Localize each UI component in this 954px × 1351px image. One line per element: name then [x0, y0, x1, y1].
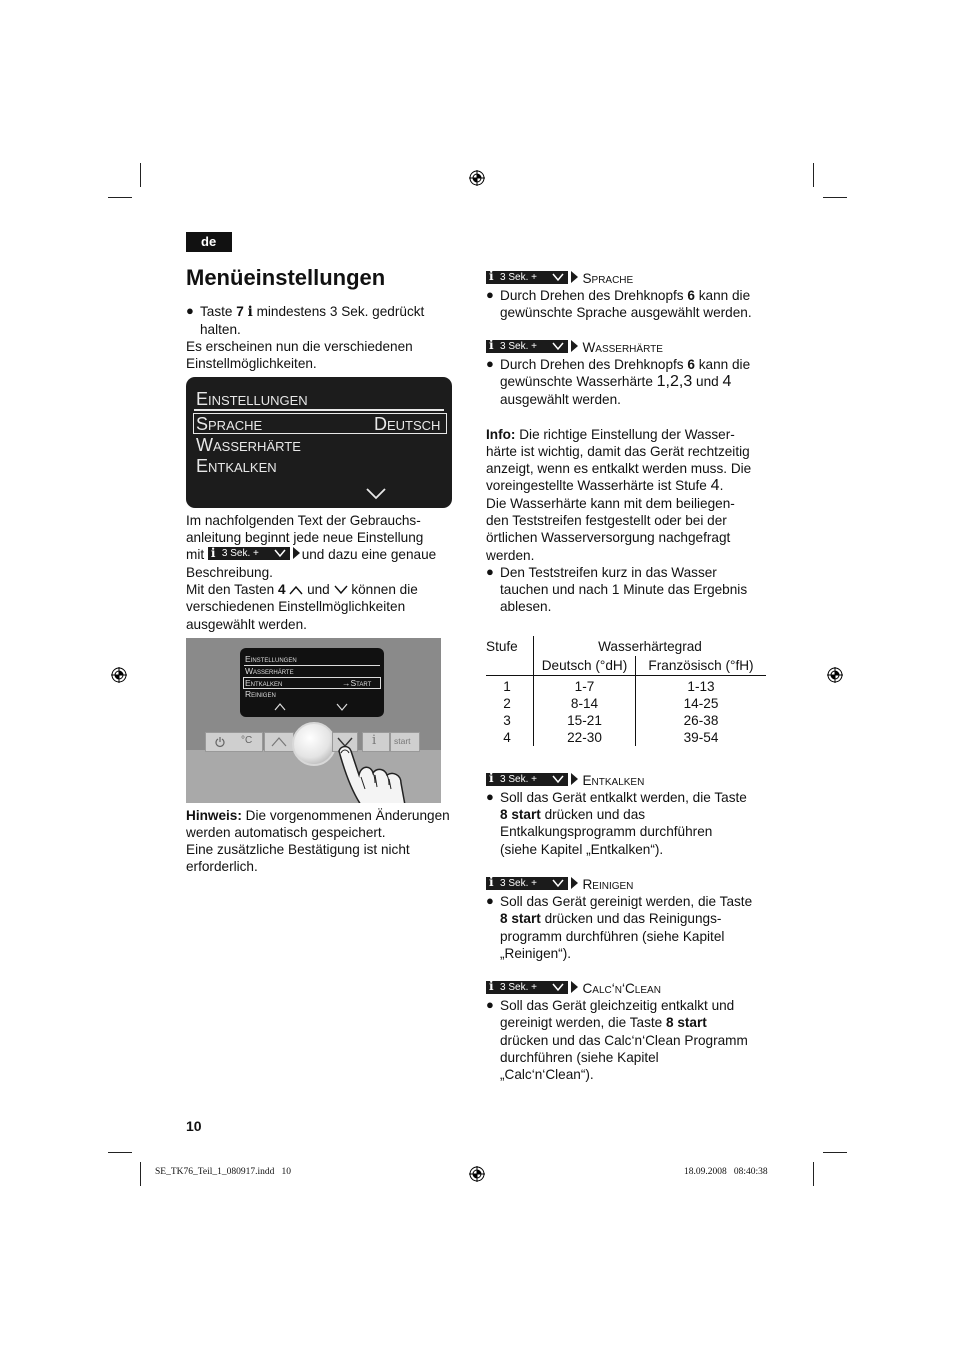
paragraph-line: Den Teststreifen kurz in das Wasser: [500, 565, 717, 580]
bullet-icon: ●: [486, 287, 494, 302]
display-row-descale: Entkalken: [196, 456, 277, 476]
paragraph-line: Entkalkungsprogramm durchführen: [500, 824, 713, 839]
registration-mark-icon: [468, 169, 486, 187]
chevron-up-icon: [274, 703, 286, 711]
device-screen-row: Einstellungen: [245, 654, 297, 664]
chevron-down-icon: [334, 585, 348, 595]
paragraph-line: 8 start drücken und das Reinigungs-: [500, 911, 722, 926]
paragraph-line: ablesen.: [500, 599, 552, 614]
menu-display: [186, 377, 452, 508]
table-cell: 8-14: [570, 696, 599, 711]
device-illustration: [186, 638, 441, 803]
chevron-down-icon: [336, 703, 348, 711]
table-cell: 3: [503, 713, 511, 728]
table-cell: 26-38: [683, 713, 719, 728]
chevron-down-icon: [366, 488, 386, 500]
paragraph-line: werden automatisch gespeichert.: [186, 825, 386, 840]
table-cell: 39-54: [683, 730, 719, 745]
paragraph-line: Soll das Gerät entkalkt werden, die Taste: [500, 790, 747, 805]
table-cell: 15-21: [567, 713, 602, 728]
paragraph-line: Beschreibung.: [186, 565, 273, 580]
paragraph-line: programm durchführen (siehe Kapitel: [500, 929, 725, 944]
rotary-knob[interactable]: [292, 722, 336, 766]
display-row-language: Sprache: [196, 414, 263, 434]
paragraph-line: Die Wasserhärte kann mit dem beiliegen-: [486, 496, 735, 511]
three-sec-chip: i 3 Sek. +: [486, 340, 568, 353]
table-cell: 22-30: [567, 730, 602, 745]
device-screen-row: Wasserhärte: [245, 666, 294, 676]
paragraph-line: ausgewählt werden.: [500, 392, 621, 407]
three-sec-chip: i 3 Sek. +: [208, 547, 290, 560]
table-cell: 1-13: [687, 679, 715, 694]
paragraph-line: härte ist wichtig, damit das Gerät rechtzeitig: [486, 444, 750, 459]
paragraph-line: Im nachfolgenden Text der Gebrauchs-: [186, 513, 421, 528]
table-cell: 4: [503, 730, 511, 745]
paragraph-line: „Reinigen“).: [500, 946, 572, 961]
footer-timestamp: 18.09.2008 08:40:38: [684, 1167, 768, 1177]
power-icon: [214, 736, 226, 748]
bullet-icon: ●: [486, 356, 494, 371]
registration-mark-icon: [110, 666, 128, 684]
table-cell: 14-25: [683, 696, 719, 711]
table-header-rule: [486, 675, 766, 676]
section-heading-clean: i 3 Sek. + Reinigen: [486, 876, 633, 894]
paragraph-line: Eine zusätzliche Bestätigung ist nicht: [186, 842, 410, 857]
paragraph-line: Durch Drehen des Drehknopfs 6 kann die: [500, 288, 751, 303]
section-heading-calc-n-clean: i 3 Sek. + Calc‘n‘Clean: [486, 980, 661, 998]
paragraph-line: Soll das Gerät gereinigt werden, die Taste: [500, 894, 753, 909]
paragraph-line: mit i 3 Sek. + und dazu eine genaue: [186, 546, 437, 562]
pointing-hand-icon: [331, 743, 441, 803]
info-icon: i: [247, 304, 253, 320]
paragraph-line: erforderlich.: [186, 859, 258, 874]
table-header-fr: Französisch (°fH): [648, 658, 754, 673]
paragraph-line: voreingestellte Wasserhärte ist Stufe 4.: [486, 477, 724, 494]
paragraph-line: gewünschte Sprache ausgewählt werden.: [500, 305, 752, 320]
info-icon: i: [372, 733, 377, 748]
paragraph-line: gereinigt werden, die Taste 8 start: [500, 1015, 707, 1030]
paragraph-line: werden.: [486, 548, 535, 563]
chevron-up-icon: [289, 585, 303, 595]
page-number: 10: [186, 1118, 202, 1134]
table-cell: 1: [503, 679, 511, 694]
paragraph-line: durchführen (siehe Kapitel: [500, 1050, 659, 1065]
paragraph-line: gewünschte Wasserhärte 1,2,3 und 4: [500, 373, 732, 390]
start-label: start: [394, 736, 411, 746]
section-heading-water-hardness: i 3 Sek. + Wasserhärte: [486, 339, 663, 357]
display-row-settings: Einstellungen: [196, 389, 308, 409]
paragraph-line: Mit den Tasten 4 und können die: [186, 582, 418, 597]
bullet-icon: ●: [486, 789, 494, 804]
paragraph-line: örtlichen Wasserversorgung nachgefragt: [486, 530, 731, 545]
paragraph-line: halten.: [200, 322, 241, 337]
language-badge-label: de: [201, 234, 217, 249]
crop-mark: [140, 163, 141, 187]
paragraph-line: anzeigt, wenn es entkalkt werden muss. Die: [486, 461, 752, 476]
paragraph-line: „Calc‘n‘Clean“).: [500, 1067, 594, 1082]
paragraph-line: verschiedenen Einstellmöglichkeiten: [186, 599, 406, 614]
paragraph-line: den Teststreifen festgestellt oder bei der: [486, 513, 727, 528]
three-sec-chip: i 3 Sek. +: [486, 877, 568, 890]
display-row-water-hardness: Wasserhärte: [196, 435, 301, 455]
page-title: Menüeinstellungen: [186, 265, 386, 290]
crop-mark: [813, 1162, 814, 1186]
registration-mark-icon: [826, 666, 844, 684]
paragraph-line: 8 start drücken und das: [500, 807, 646, 822]
registration-mark-icon: [468, 1165, 486, 1183]
paragraph-line: ausgewählt werden.: [186, 617, 307, 632]
three-sec-chip: i 3 Sek. +: [486, 271, 568, 284]
bullet-icon: ●: [186, 303, 194, 318]
paragraph-line: Durch Drehen des Drehknopfs 6 kann die: [500, 357, 751, 372]
hint-line: Hinweis: Die vorgenommenen Änderungen: [186, 808, 450, 823]
paragraph-line: Taste 7 i mindestens 3 Sek. gedrückt: [200, 304, 425, 320]
temp-label: °C: [241, 735, 253, 746]
crop-mark: [813, 163, 814, 187]
paragraph-line: (siehe Kapitel „Entkalken“).: [500, 842, 664, 857]
device-screen: [240, 648, 384, 717]
section-heading-descale: i 3 Sek. + Entkalken: [486, 772, 644, 790]
crop-mark: [823, 197, 847, 198]
three-sec-chip: i 3 Sek. +: [486, 981, 568, 994]
power-temp-button[interactable]: [205, 732, 263, 752]
device-screen-row: Entkalken: [245, 678, 283, 688]
table-header-grad: Wasserhärtegrad: [598, 639, 702, 654]
chevron-up-icon: [271, 737, 287, 747]
footer-file-info: SE_TK76_Teil_1_080917.indd 10: [155, 1167, 292, 1177]
bullet-icon: ●: [486, 564, 494, 579]
table-cell: 1-7: [574, 679, 595, 694]
section-heading-language: i 3 Sek. + Sprache: [486, 270, 633, 288]
table-header-stufe: Stufe: [486, 639, 518, 654]
table-cell: 2: [503, 696, 511, 711]
display-divider: [194, 409, 444, 411]
bullet-icon: ●: [486, 893, 494, 908]
paragraph-line: Einstellmöglichkeiten.: [186, 356, 317, 371]
display-row-language-value: Deutsch: [374, 414, 441, 434]
table-header-de: Deutsch (°dH): [541, 658, 628, 673]
up-button[interactable]: [264, 732, 294, 752]
info-line: Info: Die richtige Einstellung der Wasser-: [486, 427, 735, 442]
paragraph-line: drücken und das Calc‘n‘Clean Programm: [500, 1033, 748, 1048]
paragraph-line: Soll das Gerät gleichzeitig entkalkt und: [500, 998, 735, 1013]
paragraph-line: Es erscheinen nun die verschiedenen: [186, 339, 413, 354]
bullet-icon: ●: [486, 997, 494, 1012]
three-sec-chip: i 3 Sek. +: [486, 773, 568, 786]
device-screen-row: Reinigen: [245, 689, 276, 699]
device-screen-start: →Start: [342, 678, 372, 688]
crop-mark: [140, 1162, 141, 1186]
paragraph-line: anleitung beginnt jede neue Einstellung: [186, 530, 424, 545]
paragraph-line: tauchen und nach 1 Minute das Ergebnis: [500, 582, 748, 597]
crop-mark: [108, 197, 132, 198]
crop-mark: [823, 1152, 847, 1153]
crop-mark: [108, 1152, 132, 1153]
